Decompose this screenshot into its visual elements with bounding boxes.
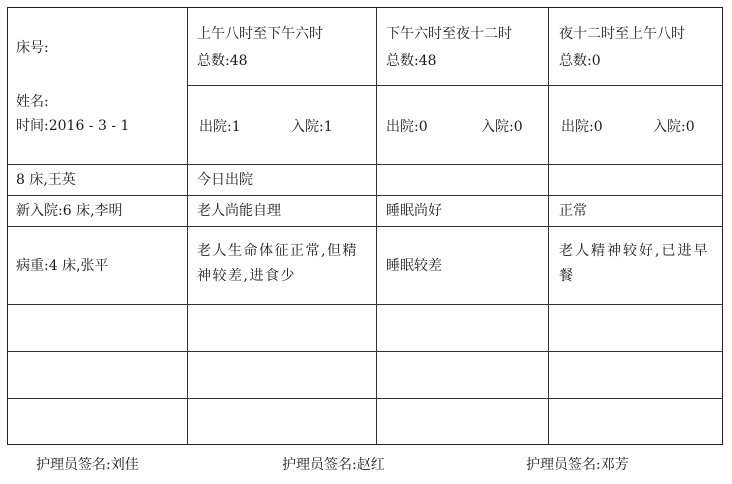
signature-shift1: 护理员签名:刘佳	[36, 457, 139, 473]
row-divider	[8, 304, 722, 305]
row2-shift1-note: 老人尚能自理	[197, 203, 281, 219]
shift2-total: 总数:48	[386, 53, 437, 69]
shift3-admitted: 入院:0	[653, 119, 695, 135]
row1-shift1-note: 今日出院	[197, 172, 253, 188]
row-divider	[187, 85, 722, 86]
shift3-total: 总数:0	[559, 53, 601, 69]
time-label: 时间:2016 - 3 - 1	[16, 118, 130, 134]
row2-shift2-note: 睡眠尚好	[386, 203, 442, 219]
row3-patient: 病重:4 床,张平	[16, 258, 109, 274]
row3-shift2-note: 睡眠较差	[386, 258, 442, 274]
shift1-total: 总数:48	[197, 53, 248, 69]
bed-label: 床号:	[16, 40, 49, 56]
signature-shift3: 护理员签名:邓芳	[526, 457, 629, 473]
row3-shift3-note: 老人精神较好,已进早餐	[559, 243, 710, 284]
row2-shift3-note: 正常	[559, 203, 587, 219]
row-divider	[8, 398, 722, 399]
shift3-discharged: 出院:0	[561, 119, 603, 135]
shift2-discharged: 出院:0	[386, 119, 428, 135]
shift3-title: 夜十二时至上午八时	[559, 26, 685, 42]
signature-shift2: 护理员签名:赵红	[282, 457, 385, 473]
shift2-admitted: 入院:0	[481, 119, 523, 135]
row2-patient: 新入院:6 床,李明	[16, 203, 123, 219]
name-label: 姓名:	[16, 94, 49, 110]
shift-handover-table	[7, 7, 723, 445]
row3-shift1-note: 老人生命体征正常,但精神较差,进食少	[197, 243, 358, 284]
row1-patient: 8 床,王英	[16, 172, 76, 188]
row-divider	[8, 164, 722, 165]
shift1-discharged: 出院:1	[199, 119, 241, 135]
row-divider	[8, 351, 722, 352]
row-divider	[8, 226, 722, 227]
row-divider	[8, 195, 722, 196]
shift1-admitted: 入院:1	[291, 119, 333, 135]
shift1-title: 上午八时至下午六时	[197, 26, 323, 42]
shift2-title: 下午六时至夜十二时	[386, 26, 512, 42]
